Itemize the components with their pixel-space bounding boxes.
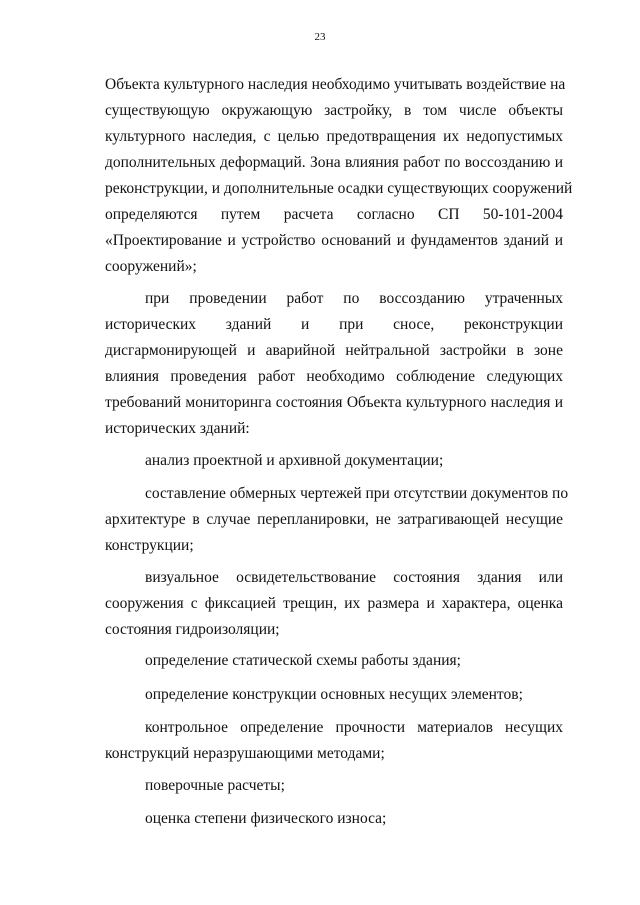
text-line: конструкции;	[105, 537, 194, 554]
text-line: культурного наследия, с целью предотвращения их недопустимых	[105, 128, 563, 145]
text-line: анализ проектной и архивной документации;	[145, 452, 444, 469]
text-line: сооружения с фиксацией трещин, их размера и характера, оценка	[105, 595, 563, 612]
text-line: визуальное освидетельствование состояния здания или	[145, 569, 563, 586]
list-item-visual-inspection	[105, 565, 563, 643]
page-number: 23	[314, 31, 326, 43]
list-item-analysis	[105, 448, 563, 474]
text-line: определение статической схемы работы здания;	[145, 652, 461, 669]
list-item-wear-assessment	[105, 806, 563, 832]
text-line: сооружений»;	[105, 258, 197, 275]
text-line: дополнительных деформаций. Зона влияния работ по воссозданию и	[105, 154, 563, 171]
text-line: поверочные расчеты;	[145, 777, 285, 794]
text-line: при проведении работ по воссозданию утраченных	[145, 290, 563, 307]
text-line: «Проектирование и устройство оснований и фундаментов зданий и	[105, 232, 563, 249]
text-line: составление обмерных чертежей при отсутствии документов по	[145, 485, 569, 502]
text-line: дисгармонирующей и аварийной нейтральной застройки в зоне	[105, 342, 563, 359]
text-line: требований мониторинга состояния Объекта культурного наследия и	[105, 394, 563, 411]
list-item-strength-control	[105, 715, 563, 767]
text-line: исторических зданий и при сносе, реконструкции	[105, 316, 563, 333]
list-item-load-bearing-elements	[105, 682, 563, 708]
text-line: реконструкции, и дополнительные осадки существующих сооружений	[105, 180, 573, 197]
paragraph-monitoring-requirements	[105, 286, 563, 442]
text-line: существующую окружающую застройку, в том числе объекты	[105, 102, 563, 119]
text-line: влияния проведения работ необходимо соблюдение следующих	[105, 368, 563, 385]
list-item-measurement-drawings	[105, 481, 569, 559]
list-item-static-scheme	[105, 648, 563, 674]
text-line: конструкций неразрушающими методами;	[105, 745, 385, 762]
text-line: контрольное определение прочности материалов несущих	[145, 719, 563, 736]
text-line: определение конструкции основных несущих элементов;	[145, 686, 523, 703]
list-item-verification-calculations	[105, 773, 563, 799]
paragraph-zone-of-influence	[105, 72, 573, 280]
text-line: Объекта культурного наследия необходимо учитывать воздействие на	[105, 76, 566, 93]
text-line: оценка степени физического износа;	[145, 810, 387, 827]
text-line: состояния гидроизоляции;	[105, 621, 280, 638]
text-line: определяются путем расчета согласно СП 50-101-2004	[105, 206, 563, 223]
text-line: архитектуре в случае перепланировки, не затрагивающей несущие	[105, 511, 563, 528]
text-line: исторических зданий:	[105, 420, 250, 437]
